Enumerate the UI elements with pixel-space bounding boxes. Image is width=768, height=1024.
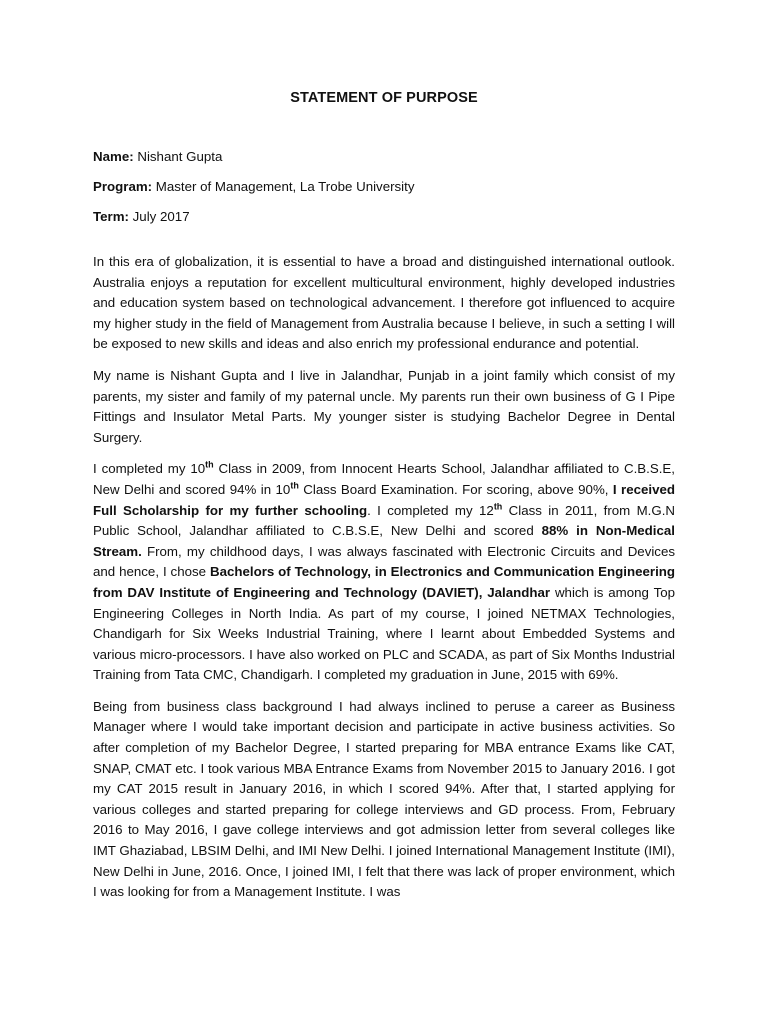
body-paragraph [93,366,675,448]
meta-term-line [93,208,675,225]
text-run: From, my childhood days, I was always fascinated with Electronic Circuits and Devices and hence, I chose [93,543,675,580]
text-run: which is among Top Engineering Colleges in North India. As part of my course, I joined NETMAX Technologies, Chandigarh for Six Weeks Industrial Training, where I learnt about Embedded Systems and various micro-processors. I have also worked on PLC and SCADA, as part of Six Months Industrial Training from Tata CMC, Chandigarh. I completed my graduation in June, 2015 with 69%. [93,584,676,683]
meta-program-value: Master of Management, La Trobe University [152,179,415,194]
meta-program-label: Program: [93,179,153,194]
document-page [93,90,675,914]
text-run: Class in 2009, from Innocent Hearts School, Jalandhar affiliated to C.B.S.E, New Delhi and scored 94% in 10 [93,461,675,497]
ordinal-suffix: th [290,480,299,491]
body-paragraph [93,697,675,903]
body-paragraph [93,459,675,686]
meta-program-line [93,178,675,195]
meta-name-value: Nishant Gupta [133,149,223,164]
bold-text-run: Bachelors of Technology, in Electronics and Communication Engineering from DAV Institute of Engineering and Technology (DAVIET), Jalandhar [93,564,676,600]
body-paragraph [93,252,675,355]
text-run: My name is Nishant Gupta and I live in Jalandhar, Punjab in a joint family which consist of my parents, my sister and family of my paternal uncle. My parents run their own business of G I Pipe Fittings and Insulator Metal Parts. My younger sister is studying Bachelor Degree in Dental Surgery. [93,367,675,445]
text-run: Being from business class background I had always inclined to peruse a career as Business Manager where I would take important decision and participate in active business activities. So after completion of my Bachelor Degree, I started preparing for MBA entrance Exams like CAT, SNAP, CMAT etc. I took various MBA Entrance Exams from November 2015 to January 2016. I got my CAT 2015 result in January 2016, in which I scored 94%. After that, I started applying for various colleges and started preparing for college interviews and GD process. From, February 2016 to May 2016, I gave college interviews and got admission letter from several colleges like IMT Ghaziabad, LBSIM Delhi, and IMI New Delhi. I joined International Management Institute (IMI), New Delhi in June, 2016. Once, I joined IMI, I felt that there was lack of proper environment, which I was looking for from a Management Institute. I was [93,698,675,900]
bold-text-run: 88% in Non-Medical Stream. [93,523,675,559]
text-run: . I completed my 12 [367,502,494,518]
meta-name-line [93,148,675,165]
text-run: In this era of globalization, it is essential to have a broad and distinguished international outlook. Australia enjoys a reputation for excellent multicultural environment, highly developed industries and education system based on technological advancement. I therefore got influenced to acquire my higher study in the field of Management from Australia because I believe, in such a setting I will be exposed to new skills and ideas and also enrich my professional endurance and potential. [93,254,675,352]
bold-text-run: I received Full Scholarship for my further schooling [93,481,675,518]
meta-term-label: Term: [93,209,129,224]
text-run: Class in 2011, from M.G.N Public School, Jalandhar affiliated to C.B.S.E, New Delhi and scored [93,502,675,539]
meta-name-label: Name: [93,149,134,164]
meta-term-value: July 2017 [128,209,190,224]
text-run: Class Board Examination. For scoring, above 90%, [298,481,613,497]
document-title: STATEMENT OF PURPOSE [290,90,478,106]
ordinal-suffix: th [205,459,214,470]
ordinal-suffix: th [493,501,503,512]
text-run: I completed my 10 [93,461,206,477]
body-text [93,252,675,903]
